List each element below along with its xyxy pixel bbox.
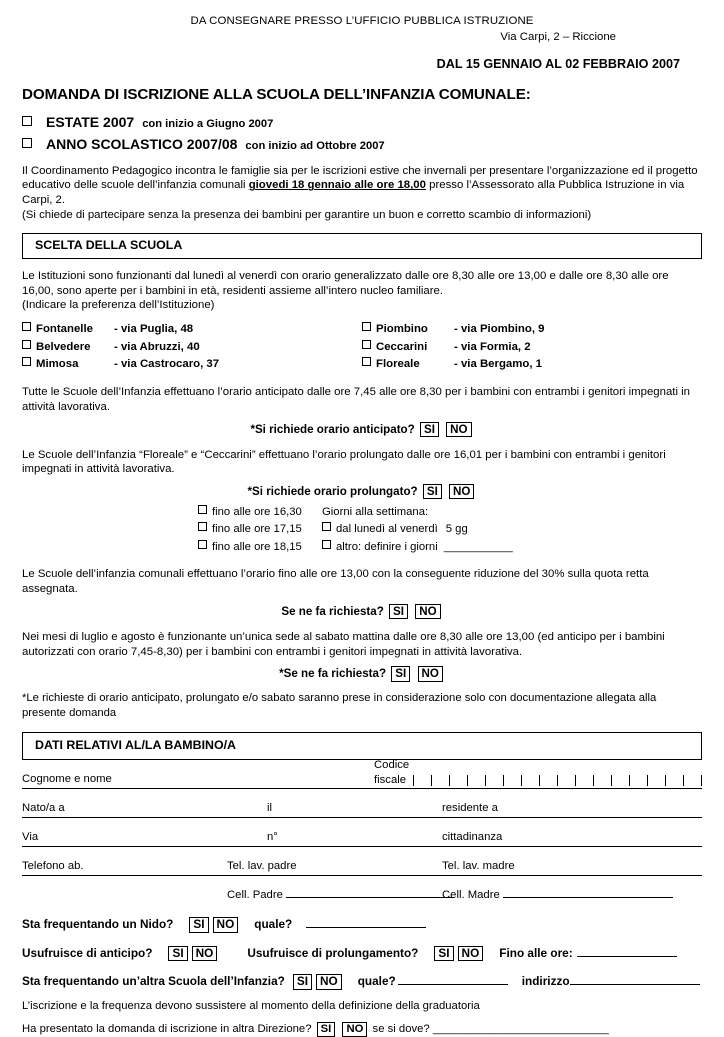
riduzione-question-row — [22, 604, 702, 620]
school-column-right — [362, 322, 702, 375]
option-anno-scolastico[interactable] — [22, 136, 702, 154]
prolungato-options — [22, 505, 702, 557]
label-nido-quale: quale? — [254, 917, 293, 932]
label-indirizzo: indirizzo — [521, 974, 570, 989]
school-name-floreale: Floreale — [376, 358, 420, 371]
question-presentato-row[interactable] — [22, 1022, 702, 1037]
input-cell-madre[interactable] — [503, 885, 673, 898]
label-fino-ore: Fino alle ore: — [499, 945, 573, 960]
question-altra-scuola-row[interactable] — [22, 972, 702, 990]
label-cell-padre: Cell. Padre — [227, 888, 283, 901]
cell-padre-group[interactable] — [227, 885, 454, 902]
estate-yes[interactable]: SI — [391, 666, 410, 681]
days-option-altro[interactable] — [322, 540, 702, 554]
option-estate-label: ESTATE 2007 — [46, 113, 135, 130]
anticipato-question: *Si richiede orario anticipato? — [250, 422, 415, 436]
question-nido-row[interactable] — [22, 915, 702, 933]
prolungato-question: *Si richiede orario prolungato? — [247, 485, 418, 499]
prolungamento-yes[interactable]: SI — [434, 946, 453, 962]
checkbox-anno-scolastico-icon[interactable] — [22, 138, 32, 148]
prolungato-label-1630: fino alle ore 16,30 — [212, 505, 302, 518]
header-office: DA CONSEGNARE PRESSO L’UFFICIO PUBBLICA ISTRUZIONE — [190, 15, 534, 27]
school-address-mimosa: - via Castrocaro, 37 — [114, 358, 220, 371]
section-child-header: DATI RELATIVI AL/LA BAMBINO/A — [22, 732, 702, 760]
school-name-piombino: Piombino — [376, 323, 428, 336]
anticipato-no[interactable]: NO — [446, 422, 471, 437]
school-item-floreale[interactable] — [362, 357, 702, 372]
input-nido-quale[interactable] — [306, 915, 426, 928]
prolungato-label-1715: fino alle ore 17,15 — [212, 523, 302, 536]
input-cell-padre[interactable] — [286, 885, 454, 898]
school-address-ceccarini: - via Formia, 2 — [454, 340, 531, 353]
prolungamento-no[interactable]: NO — [458, 946, 484, 962]
days-option-lunven[interactable] — [322, 522, 702, 536]
field-nato-row[interactable] — [22, 795, 702, 818]
school-name-mimosa: Mimosa — [36, 358, 79, 371]
label-presentato: Ha presentato la domanda di iscrizione in altra Direzione? — [22, 1023, 312, 1036]
label-numero: n° — [267, 830, 278, 843]
school-item-mimosa[interactable] — [22, 357, 362, 372]
school-intro — [22, 269, 702, 313]
label-anticipo: Usufruisce di anticipo? — [22, 945, 153, 960]
prolungato-option-1815[interactable] — [198, 540, 322, 554]
question-anticipo-row[interactable] — [22, 944, 702, 962]
prolungato-text: Le Scuole dell’Infanzia “Floreale” e “Ceccarini” effettuano l’orario prolungato dalle ore 16,01 per i bambini con entrambi i genitori impegnati in attività lavorativa. — [22, 448, 666, 476]
checkbox-belvedere-icon[interactable] — [22, 340, 31, 349]
days-value-lunven: 5 gg — [445, 523, 468, 536]
school-name-belvedere: Belvedere — [36, 340, 91, 353]
days-label-lunven: dal lunedì al venerdì — [336, 523, 438, 536]
field-telefono-row[interactable] — [22, 853, 702, 876]
anticipato-yes[interactable]: SI — [420, 422, 439, 437]
input-altra-quale[interactable] — [398, 972, 508, 985]
option-estate-sub: con inizio a Giugno 2007 — [142, 117, 274, 130]
anticipato-text: Tutte le Scuole dell’Infanzia effettuano l’orario anticipato dalle ore 7,45 alle ore 8,30 per i bambini con entrambi i genitori impegnati in attività lavorativa. — [22, 386, 691, 413]
school-name-fontanelle: Fontanelle — [36, 323, 93, 336]
anticipo-no[interactable]: NO — [192, 946, 218, 962]
intro-part1: Il Coordinamento Pedagogico incontra le famiglie sia per le iscrizioni estive che invernali per presentare l’organizzazione ed il progetto educativo delle scuole dell’infanzia comunali — [22, 164, 698, 192]
school-item-ceccarini[interactable] — [362, 340, 702, 355]
label-nato: Nato/a a — [22, 801, 65, 814]
field-cellulari-row[interactable] — [22, 880, 702, 904]
days-label-altro: altro: definire i giorni — [336, 540, 438, 553]
checkbox-estate-icon[interactable] — [22, 116, 32, 126]
option-anno-sub: con inizio ad Ottobre 2007 — [245, 139, 385, 152]
school-address-belvedere: - via Abruzzi, 40 — [114, 340, 200, 353]
riduzione-yes[interactable]: SI — [389, 604, 408, 619]
checkbox-piombino-icon[interactable] — [362, 322, 371, 331]
footnote: *Le richieste di orario anticipato, prolungato e/o sabato saranno prese in considerazione solo con documentazione allegata alla presente domanda — [22, 692, 657, 719]
estate-question-row — [22, 666, 702, 682]
school-list — [22, 322, 702, 375]
school-address-fontanelle: - via Puglia, 48 — [114, 323, 194, 336]
iscrizione-note: L’iscrizione e la frequenza devono sussistere al momento della definizione della graduatoria — [22, 999, 480, 1012]
altra-no[interactable]: NO — [316, 974, 342, 990]
school-address-floreale: - via Bergamo, 1 — [454, 358, 542, 371]
prolungato-no[interactable]: NO — [449, 484, 474, 499]
prolungato-question-row — [22, 484, 702, 500]
prolungato-option-1715[interactable] — [198, 522, 322, 536]
intro-part3: (Si chiede di partecipare senza la presenza dei bambini per garantire un buon e corretto scambio di informazioni) — [22, 209, 592, 222]
codice-fiscale-grid-icon — [413, 775, 719, 786]
label-via: Via — [22, 830, 39, 843]
label-il: il — [267, 801, 273, 814]
school-address-piombino: - via Piombino, 9 — [454, 323, 545, 336]
school-column-left — [22, 322, 362, 375]
school-name-ceccarini: Ceccarini — [376, 340, 428, 353]
label-cell-madre: Cell. Madre — [442, 888, 500, 901]
nido-no[interactable]: NO — [213, 917, 239, 933]
label-tel-padre: Tel. lav. padre — [227, 859, 297, 872]
school-intro-line2: (Indicare la preferenza dell’Istituzione) — [22, 299, 215, 312]
school-item-fontanelle[interactable] — [22, 322, 362, 337]
estate-no[interactable]: NO — [418, 666, 443, 681]
school-item-piombino[interactable] — [362, 322, 702, 337]
field-codice-fiscale[interactable] — [374, 758, 719, 787]
school-item-belvedere[interactable] — [22, 340, 362, 355]
section-school-header: SCELTA DELLA SCUOLA — [22, 233, 702, 259]
anticipato-question-row — [22, 422, 702, 438]
checkbox-lunven-icon[interactable] — [322, 522, 331, 531]
checkbox-1715-icon[interactable] — [198, 522, 207, 531]
intro-paragraph — [22, 164, 702, 223]
school-intro-line1: Le Istituzioni sono funzionanti dal lunedì al venerdì con orario generalizzato dalle ore 8,30 alle ore 13,00 e dalle ore 8,30 alle ore 16,00, sono aperte per i bambini in età, residenti assieme all’intero nucleo familiare. — [22, 269, 669, 297]
days-value-altro[interactable]: ___________ — [443, 540, 513, 553]
label-codice-fiscale: Codice fiscale — [374, 759, 410, 786]
checkbox-1630-icon[interactable] — [198, 505, 207, 514]
label-tel-madre: Tel. lav. madre — [442, 859, 515, 872]
estate-text: Nei mesi di luglio e agosto è funzionante un’unica sede al sabato mattina dalle ore 8,30 alle ore 13,00 (ed anticipo per i bambini autorizzati con orario 7,45-8,30) per i bambini con entrambi i genitori impegnati in attività lavorativa. — [22, 630, 665, 658]
riduzione-text: Le Scuole dell’infanzia comunali effettuano l’orario fino alle ore 13,00 con la conseguente riduzione del 30% sulla quota retta assegnata. — [22, 568, 649, 596]
header-dates: DAL 15 GENNAIO AL 02 FEBBRAIO 2007 — [436, 57, 680, 72]
label-nido: Sta frequentando un Nido? — [22, 917, 174, 932]
estate-question: *Se ne fa richiesta? — [279, 667, 387, 681]
riduzione-question: Se ne fa richiesta? — [281, 605, 384, 618]
days-label-row — [322, 505, 702, 519]
presentato-tail[interactable]: se si dove? ____________________________ — [372, 1023, 609, 1036]
prolungato-hours-column — [22, 505, 322, 557]
nido-yes[interactable]: SI — [189, 917, 208, 933]
field-cognome-row[interactable] — [22, 759, 702, 789]
riduzione-no[interactable]: NO — [415, 604, 440, 619]
presentato-yes[interactable]: SI — [317, 1022, 336, 1037]
page-title: DOMANDA DI ISCRIZIONE ALLA SCUOLA DELL’INFANZIA COMUNALE: — [22, 86, 531, 104]
checkbox-mimosa-icon[interactable] — [22, 357, 31, 366]
presentato-no[interactable]: NO — [342, 1022, 367, 1037]
anticipo-yes[interactable]: SI — [168, 946, 187, 962]
label-residente: residente a — [442, 801, 498, 814]
header-address: Via Carpi, 2 – Riccione — [500, 30, 616, 43]
field-via-row[interactable] — [22, 824, 702, 847]
label-cognome: Cognome e nome — [22, 772, 112, 785]
prolungato-days-column — [322, 505, 702, 557]
intro-part2: presso l’Assessorato alla Pubblica Istruzione in via Carpi, 2. — [22, 179, 685, 207]
checkbox-altro-icon[interactable] — [322, 540, 331, 549]
intro-bold: giovedi 18 gennaio alle ore 18,00 — [248, 179, 426, 192]
option-estate[interactable] — [22, 114, 702, 132]
label-cittadinanza: cittadinanza — [442, 830, 503, 843]
altra-yes[interactable]: SI — [293, 974, 312, 990]
label-prolungamento: Usufruisce di prolungamento? — [247, 945, 419, 960]
checkbox-1815-icon[interactable] — [198, 540, 207, 549]
checkbox-floreale-icon[interactable] — [362, 357, 371, 366]
label-altra-quale: quale? — [357, 974, 396, 989]
label-altra-scuola: Sta frequentando un’altra Scuola dell’Infanzia? — [22, 974, 285, 989]
input-indirizzo[interactable] — [570, 972, 700, 985]
days-label: Giorni alla settimana: — [322, 505, 429, 518]
prolungato-yes[interactable]: SI — [423, 484, 442, 499]
label-telefono: Telefono ab. — [22, 859, 84, 872]
prolungato-option-1630[interactable] — [198, 505, 322, 519]
input-fino-ore[interactable] — [577, 944, 677, 957]
prolungato-label-1815: fino alle ore 18,15 — [212, 540, 302, 553]
checkbox-ceccarini-icon[interactable] — [362, 340, 371, 349]
option-anno-label: ANNO SCOLASTICO 2007/08 — [46, 135, 238, 152]
cell-madre-group[interactable] — [442, 885, 673, 902]
checkbox-fontanelle-icon[interactable] — [22, 322, 31, 331]
